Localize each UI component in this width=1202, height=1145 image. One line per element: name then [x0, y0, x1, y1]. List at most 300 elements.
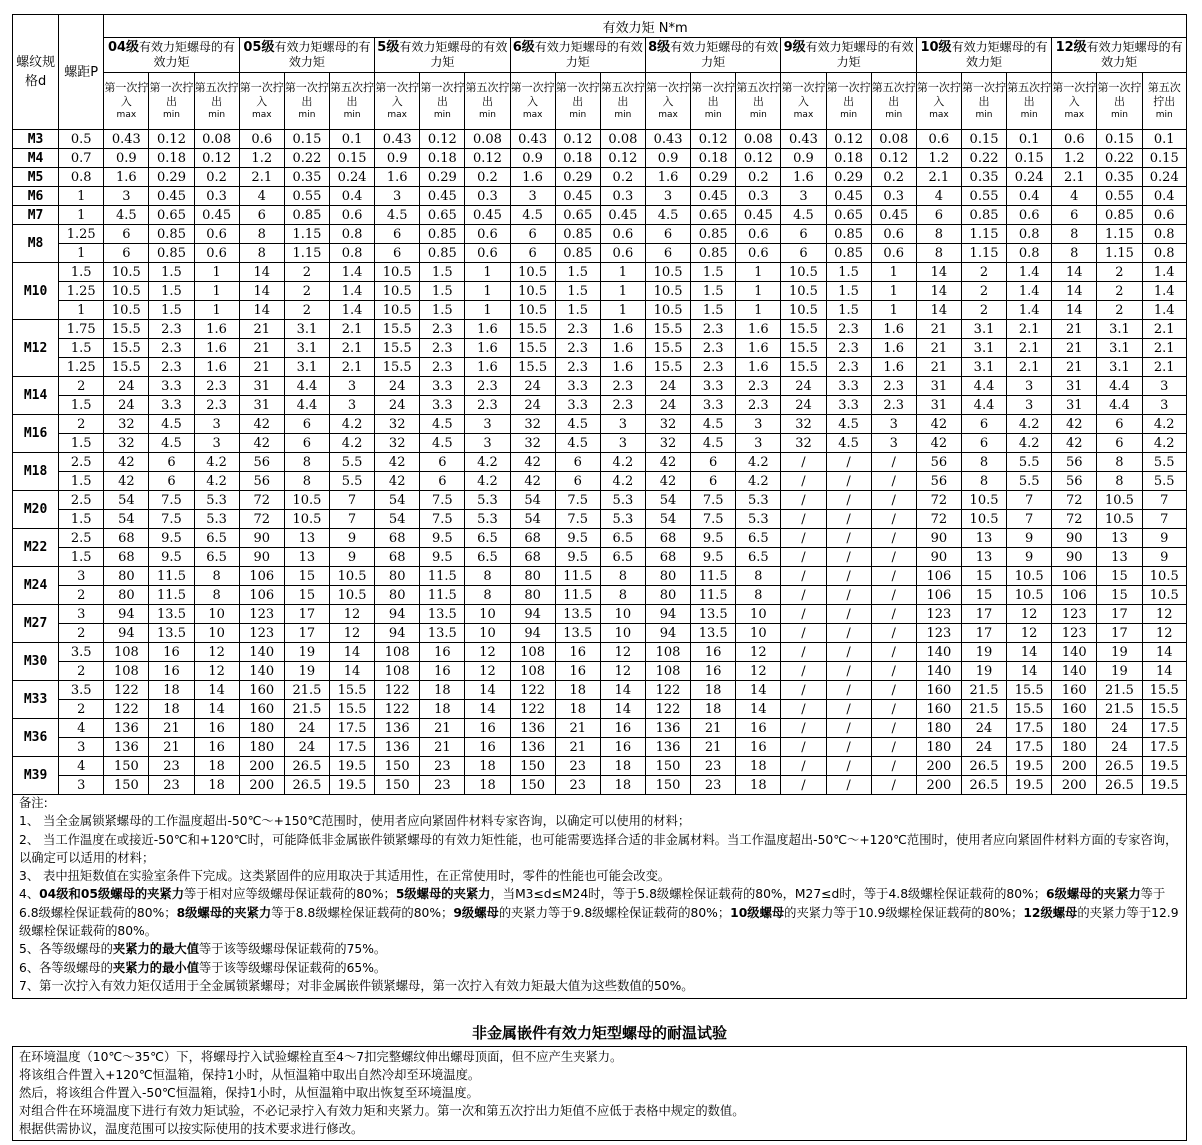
table-row	[13, 434, 1187, 453]
subcolumn-header	[194, 73, 239, 130]
torque-cell: 6	[1097, 415, 1142, 434]
torque-cell: 140	[916, 662, 961, 681]
torque-cell: 0.3	[600, 187, 645, 206]
torque-cell: 8	[194, 586, 239, 605]
torque-cell: 19.5	[1007, 757, 1052, 776]
torque-cell: 13.5	[555, 624, 600, 643]
torque-cell: 200	[916, 776, 961, 795]
torque-cell: 122	[645, 700, 690, 719]
subcolumn-unit: min	[749, 110, 767, 120]
torque-cell: 0.6	[600, 244, 645, 263]
torque-cell: 6	[284, 434, 329, 453]
subcolumn-label: 第一次拧出	[149, 81, 194, 108]
torque-cell: 2.3	[691, 320, 736, 339]
table-row	[13, 662, 1187, 681]
torque-cell: 11.5	[691, 586, 736, 605]
torque-cell: 54	[375, 510, 420, 529]
torque-cell: 10.5	[781, 282, 826, 301]
torque-cell: 42	[239, 434, 284, 453]
torque-cell: 19.5	[1007, 776, 1052, 795]
torque-cell: 0.12	[600, 149, 645, 168]
torque-cell: 0.22	[961, 149, 1006, 168]
torque-cell: 24	[961, 719, 1006, 738]
table-row	[13, 396, 1187, 415]
torque-cell: 72	[1052, 510, 1097, 529]
torque-cell: 0.18	[691, 149, 736, 168]
table-row	[13, 244, 1187, 263]
torque-cell: 32	[510, 434, 555, 453]
torque-cell: 17.5	[329, 719, 374, 738]
torque-cell: /	[871, 567, 916, 586]
pitch-cell: 4	[59, 719, 104, 738]
subcolumn-unit: min	[1020, 110, 1038, 120]
torque-cell: 8	[736, 586, 781, 605]
torque-cell: 4	[239, 187, 284, 206]
torque-cell: 17	[284, 624, 329, 643]
subcolumn-unit: min	[569, 110, 587, 120]
note-text: 等于该等级螺母保证载荷的75%。	[199, 942, 387, 957]
torque-cell: 3	[1142, 377, 1186, 396]
torque-cell: 24	[104, 396, 149, 415]
torque-cell: 54	[375, 491, 420, 510]
torque-cell: 0.45	[691, 187, 736, 206]
table-row	[13, 225, 1187, 244]
torque-cell: 90	[916, 548, 961, 567]
torque-cell: 1.5	[555, 263, 600, 282]
pitch-cell: 2.5	[59, 529, 104, 548]
subcolumn-unit: max	[658, 110, 678, 120]
torque-cell: 10.5	[329, 567, 374, 586]
torque-cell: 136	[645, 738, 690, 757]
torque-cell: 0.55	[961, 187, 1006, 206]
torque-cell: 31	[916, 396, 961, 415]
torque-cell: 15	[1097, 586, 1142, 605]
note-text: 等于6.8级螺栓保证载荷的80%；	[19, 887, 1166, 920]
torque-cell: 21.5	[284, 700, 329, 719]
torque-cell: 11.5	[420, 586, 465, 605]
torque-cell: 10.5	[510, 263, 555, 282]
torque-cell: 14	[329, 643, 374, 662]
pitch-cell: 2	[59, 377, 104, 396]
torque-cell: 19.5	[1142, 776, 1186, 795]
torque-cell: 1.5	[826, 263, 871, 282]
pitch-cell: 3.5	[59, 681, 104, 700]
grade-header	[104, 38, 239, 73]
table-row	[13, 738, 1187, 757]
note-text: 8级螺母的夹紧力	[176, 905, 272, 920]
torque-cell: 2	[284, 263, 329, 282]
torque-cell: 6.5	[736, 529, 781, 548]
torque-cell: 0.22	[284, 149, 329, 168]
pitch-cell: 2.5	[59, 453, 104, 472]
subcolumn-header	[510, 73, 555, 130]
torque-cell: /	[781, 662, 826, 681]
torque-cell: /	[871, 776, 916, 795]
subcolumn-unit: min	[343, 110, 361, 120]
torque-cell: 42	[510, 453, 555, 472]
torque-cell: 1.6	[871, 339, 916, 358]
torque-cell: 1	[736, 301, 781, 320]
torque-cell: /	[781, 567, 826, 586]
grade-suffix: 有效力矩螺母的有效力矩	[1086, 40, 1183, 69]
torque-cell: 3	[736, 434, 781, 453]
subcolumn-unit: min	[975, 110, 993, 120]
torque-cell: 7	[1007, 491, 1052, 510]
pitch-cell: 2	[59, 662, 104, 681]
grade-header	[375, 38, 510, 73]
torque-cell: 0.85	[1097, 206, 1142, 225]
torque-cell: 21	[691, 738, 736, 757]
torque-cell: 1.5	[826, 301, 871, 320]
torque-cell: 8	[600, 567, 645, 586]
torque-cell: 150	[104, 757, 149, 776]
torque-cell: 42	[510, 472, 555, 491]
grade-header-row	[13, 38, 1187, 73]
torque-cell: 9	[1142, 529, 1186, 548]
table-row	[13, 586, 1187, 605]
torque-cell: 15.5	[104, 358, 149, 377]
torque-cell: /	[781, 472, 826, 491]
torque-cell: 32	[645, 434, 690, 453]
torque-cell: 14	[465, 681, 510, 700]
torque-cell: 42	[645, 453, 690, 472]
torque-cell: 200	[1052, 776, 1097, 795]
torque-cell: 10.5	[284, 510, 329, 529]
torque-cell: 56	[916, 472, 961, 491]
torque-cell: 14	[239, 301, 284, 320]
torque-cell: 10.5	[375, 301, 420, 320]
torque-cell: 8	[239, 244, 284, 263]
torque-cell: 54	[510, 491, 555, 510]
thread-size-cell: M27	[13, 605, 59, 643]
torque-cell: 3	[1007, 396, 1052, 415]
subcolumn-unit: min	[298, 110, 316, 120]
pitch-cell: 1.5	[59, 472, 104, 491]
torque-cell: 0.4	[329, 187, 374, 206]
subcolumn-header	[916, 73, 961, 130]
torque-cell: /	[826, 738, 871, 757]
torque-cell: 4.5	[691, 434, 736, 453]
torque-cell: 9.5	[149, 548, 194, 567]
torque-cell: 18	[149, 700, 194, 719]
torque-cell: 0.4	[1007, 187, 1052, 206]
torque-cell: 18	[555, 700, 600, 719]
torque-cell: 1.5	[149, 301, 194, 320]
torque-cell: /	[781, 529, 826, 548]
pitch-cell: 0.7	[59, 149, 104, 168]
torque-cell: 94	[104, 605, 149, 624]
torque-cell: 4.2	[194, 472, 239, 491]
torque-cell: 15	[284, 586, 329, 605]
note-text: 9级螺母	[453, 905, 499, 920]
torque-cell: 0.2	[871, 168, 916, 187]
torque-cell: 1.5	[420, 301, 465, 320]
torque-cell: 6	[420, 453, 465, 472]
torque-cell: 1.4	[1007, 301, 1052, 320]
torque-cell: 1.6	[736, 339, 781, 358]
torque-cell: 3	[465, 415, 510, 434]
torque-cell: 8	[961, 472, 1006, 491]
torque-cell: 42	[645, 472, 690, 491]
torque-cell: 0.6	[465, 244, 510, 263]
torque-cell: 24	[645, 396, 690, 415]
thread-size-cell: M4	[13, 149, 59, 168]
torque-cell: 18	[420, 700, 465, 719]
torque-cell: 8	[1097, 472, 1142, 491]
torque-cell: 8	[916, 244, 961, 263]
torque-cell: 6	[961, 434, 1006, 453]
torque-cell: 2.3	[194, 396, 239, 415]
torque-cell: 108	[510, 662, 555, 681]
torque-cell: 9	[1007, 548, 1052, 567]
torque-cell: 3	[871, 415, 916, 434]
torque-cell: 0.43	[104, 130, 149, 149]
subcolumn-header	[645, 73, 690, 130]
torque-cell: 19	[961, 662, 1006, 681]
torque-cell: 94	[510, 624, 555, 643]
torque-cell: 6.5	[600, 548, 645, 567]
subcolumn-label: 第一次拧入	[1052, 81, 1097, 108]
note-text: 2、 当工作温度在或接近-50℃和+120℃时，可能降低非金属嵌件锁紧螺母的有效力矩性能，也可能需要选择合适的非金属材料。当工作温度超出-50℃～+120℃范围时，使用者应向紧固件材料方面的专家咨询，以确定可以适用的材料；	[19, 832, 1178, 865]
torque-cell: 3	[194, 434, 239, 453]
torque-cell: /	[871, 719, 916, 738]
torque-cell: 1.5	[420, 282, 465, 301]
torque-cell: 200	[916, 757, 961, 776]
torque-cell: 4.2	[194, 453, 239, 472]
torque-cell: 13.5	[555, 605, 600, 624]
torque-cell: 1	[600, 282, 645, 301]
table-row	[13, 567, 1187, 586]
torque-cell: 4.2	[1007, 434, 1052, 453]
torque-cell: 0.6	[1052, 130, 1097, 149]
torque-cell: 90	[1052, 548, 1097, 567]
torque-cell: 42	[1052, 434, 1097, 453]
torque-cell: 0.2	[736, 168, 781, 187]
torque-cell: 80	[104, 586, 149, 605]
torque-cell: 4.5	[420, 415, 465, 434]
torque-cell: /	[871, 605, 916, 624]
torque-cell: 2.3	[420, 358, 465, 377]
torque-cell: 15	[1097, 567, 1142, 586]
torque-cell: 21	[239, 320, 284, 339]
torque-cell: 0.85	[826, 225, 871, 244]
torque-cell: 3	[194, 415, 239, 434]
torque-cell: 0.6	[736, 225, 781, 244]
torque-cell: 0.12	[465, 149, 510, 168]
thread-size-cell: M12	[13, 320, 59, 377]
torque-cell: 1.6	[600, 339, 645, 358]
torque-cell: 5.3	[465, 491, 510, 510]
heat-test-title: 非金属嵌件有效力矩型螺母的耐温试验	[471, 1024, 727, 1042]
torque-cell: 3.1	[284, 358, 329, 377]
torque-cell: /	[781, 605, 826, 624]
torque-cell: 0.29	[420, 168, 465, 187]
torque-cell: 0.12	[420, 130, 465, 149]
torque-cell: 2.3	[871, 377, 916, 396]
torque-cell: 3	[871, 434, 916, 453]
table-row	[13, 529, 1187, 548]
torque-cell: 14	[1007, 643, 1052, 662]
torque-cell: 106	[239, 567, 284, 586]
torque-cell: /	[826, 719, 871, 738]
torque-cell: 200	[1052, 757, 1097, 776]
torque-cell: 3	[375, 187, 420, 206]
torque-cell: 4	[1052, 187, 1097, 206]
thread-size-cell: M3	[13, 130, 59, 149]
subcolumn-header	[871, 73, 916, 130]
subcolumn-label: 第一次拧入	[239, 81, 284, 108]
torque-cell: 10.5	[645, 263, 690, 282]
table-body	[13, 130, 1187, 795]
torque-cell: 26.5	[1097, 776, 1142, 795]
torque-cell: 6	[420, 472, 465, 491]
torque-cell: 7.5	[149, 510, 194, 529]
torque-cell: /	[826, 529, 871, 548]
torque-cell: 2.3	[826, 320, 871, 339]
subcolumn-label: 第五次拧出	[1147, 81, 1181, 108]
torque-cell: 160	[916, 681, 961, 700]
torque-cell: 42	[104, 453, 149, 472]
pitch-cell: 3	[59, 567, 104, 586]
torque-cell: 68	[375, 548, 420, 567]
torque-cell: 3.1	[961, 320, 1006, 339]
grade-header	[1052, 38, 1187, 73]
torque-cell: 1	[871, 263, 916, 282]
table-row	[13, 605, 1187, 624]
torque-cell: 18	[465, 776, 510, 795]
torque-cell: 1.5	[149, 263, 194, 282]
torque-cell: 21.5	[284, 681, 329, 700]
thread-size-cell: M33	[13, 681, 59, 719]
torque-cell: /	[826, 700, 871, 719]
pitch-cell: 1	[59, 187, 104, 206]
torque-cell: 136	[104, 738, 149, 757]
torque-cell: 11.5	[420, 567, 465, 586]
torque-cell: 4.2	[329, 434, 374, 453]
torque-cell: 1.6	[104, 168, 149, 187]
subcolumn-unit: min	[704, 110, 722, 120]
torque-cell: 0.29	[555, 168, 600, 187]
torque-cell: 4.4	[284, 396, 329, 415]
torque-cell: 10.5	[1097, 491, 1142, 510]
torque-cell: 0.55	[1097, 187, 1142, 206]
torque-cell: 11.5	[149, 586, 194, 605]
torque-cell: 1.4	[329, 263, 374, 282]
torque-cell: 16	[194, 719, 239, 738]
torque-cell: 1.5	[555, 301, 600, 320]
torque-cell: 14	[1142, 643, 1186, 662]
subcolumn-unit: max	[387, 110, 407, 120]
torque-cell: 1.4	[329, 301, 374, 320]
torque-cell: 1.6	[736, 358, 781, 377]
pitch-cell: 1	[59, 301, 104, 320]
torque-cell: 0.6	[871, 244, 916, 263]
torque-cell: 54	[510, 510, 555, 529]
torque-cell: 2.3	[149, 358, 194, 377]
torque-cell: 23	[555, 776, 600, 795]
torque-cell: 10.5	[329, 586, 374, 605]
grade-label: 8级	[648, 40, 671, 55]
torque-cell: 21	[916, 358, 961, 377]
torque-cell: 15.5	[375, 320, 420, 339]
torque-cell: 68	[104, 548, 149, 567]
grade-label: 10级	[920, 40, 952, 55]
subcolumn-header	[329, 73, 374, 130]
torque-cell: 10.5	[375, 282, 420, 301]
torque-cell: 80	[510, 586, 555, 605]
subcolumn-label: 第一次拧入	[104, 81, 149, 108]
torque-cell: 56	[916, 453, 961, 472]
torque-cell: 0.8	[329, 225, 374, 244]
torque-cell: 140	[239, 662, 284, 681]
torque-cell: 3.3	[691, 396, 736, 415]
torque-cell: 13.5	[420, 605, 465, 624]
torque-cell: 12	[600, 643, 645, 662]
torque-cell: 106	[1052, 586, 1097, 605]
torque-cell: 10.5	[1142, 567, 1186, 586]
torque-cell: 180	[1052, 738, 1097, 757]
torque-cell: 24	[284, 719, 329, 738]
torque-cell: 21	[239, 339, 284, 358]
torque-cell: 2.1	[1052, 168, 1097, 187]
torque-cell: 0.12	[194, 149, 239, 168]
heat-test-line: 然后，将该组合件置入-50℃恒温箱，保持1小时，从恒温箱中取出恢复至环境温度。	[19, 1086, 479, 1100]
torque-cell: 14	[600, 700, 645, 719]
torque-cell: 0.15	[961, 130, 1006, 149]
torque-cell: 9	[1142, 548, 1186, 567]
torque-cell: 1	[465, 263, 510, 282]
torque-cell: 2.3	[465, 377, 510, 396]
torque-cell: 108	[510, 643, 555, 662]
torque-cell: 160	[239, 681, 284, 700]
torque-cell: 3.3	[826, 396, 871, 415]
torque-cell: /	[826, 510, 871, 529]
torque-cell: 5.3	[736, 510, 781, 529]
torque-cell: 21.5	[961, 700, 1006, 719]
torque-cell: 10.5	[1097, 510, 1142, 529]
torque-cell: 14	[1142, 662, 1186, 681]
torque-cell: 10	[736, 624, 781, 643]
torque-cell: 0.18	[149, 149, 194, 168]
torque-cell: 26.5	[961, 757, 1006, 776]
torque-cell: 122	[104, 681, 149, 700]
torque-cell: 5.5	[1007, 472, 1052, 491]
thread-size-cell: M18	[13, 453, 59, 491]
subcolumn-header	[826, 73, 871, 130]
torque-cell: 19.5	[329, 757, 374, 776]
heat-test-line: 在环境温度（10℃～35℃）下，将螺母拧入试验螺栓直至4～7扣完整螺纹伸出螺母顶面，但不应产生夹紧力。	[19, 1050, 623, 1064]
torque-cell: 68	[645, 529, 690, 548]
torque-cell: 16	[420, 643, 465, 662]
note-text: 3、 表中扭矩数值在实验室条件下完成。这类紧固件的应用取决于其适用性，在正常使用时，零件的性能也可能会改变。	[19, 869, 671, 884]
grade-header	[239, 38, 374, 73]
torque-cell: 68	[104, 529, 149, 548]
torque-cell: 68	[645, 548, 690, 567]
torque-cell: /	[781, 586, 826, 605]
torque-cell: 19.5	[1142, 757, 1186, 776]
torque-cell: 7	[329, 491, 374, 510]
note-text: 夹紧力的最小值	[112, 960, 199, 975]
note-text: 等于相对应等级螺母保证载荷的80%；	[184, 887, 396, 902]
torque-cell: 5.5	[1142, 472, 1186, 491]
torque-cell: 19	[1097, 662, 1142, 681]
pitch-cell: 2	[59, 700, 104, 719]
torque-cell: 3.3	[420, 377, 465, 396]
torque-cell: 10.5	[1007, 567, 1052, 586]
torque-cell: 3	[781, 187, 826, 206]
torque-cell: /	[781, 719, 826, 738]
torque-cell: 24	[284, 738, 329, 757]
